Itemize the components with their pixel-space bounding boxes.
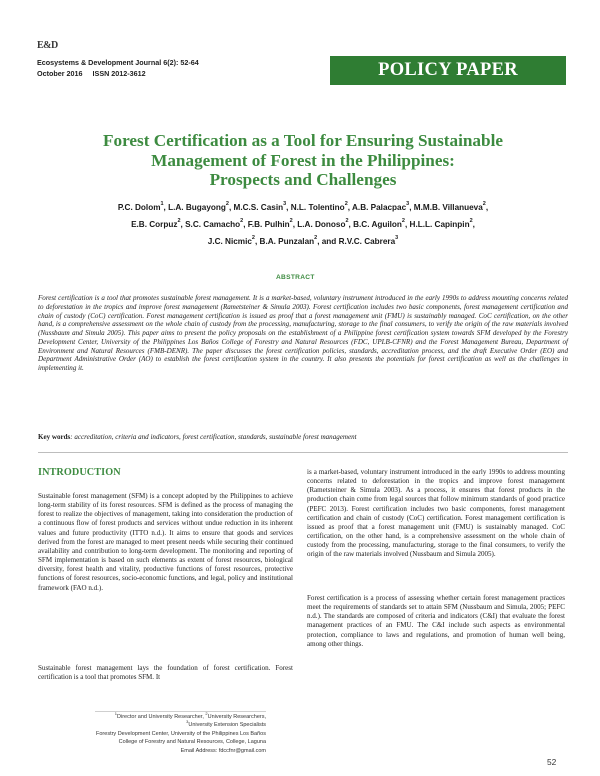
- logo-text: E&D: [37, 40, 58, 51]
- author-affiliation-mark: 2: [345, 218, 349, 224]
- author-name: M.M.B. Villanueva: [413, 203, 483, 212]
- author-name: L.A. Donoso: [297, 220, 346, 229]
- affiliation-line: [60, 713, 266, 721]
- introduction-heading: INTRODUCTION: [38, 467, 121, 478]
- keywords: [38, 433, 568, 442]
- author-name: B.C. Aguilon: [353, 220, 402, 229]
- page-number: 52: [547, 757, 557, 767]
- affiliation-text: College of Forestry and Natural Resources, College, Laguna: [118, 739, 266, 746]
- author-name: J.C. Nicmic: [207, 237, 252, 246]
- author-affiliation-mark: 2: [482, 201, 486, 207]
- author-name: B.A. Punzalan: [259, 237, 315, 246]
- author-affiliation-mark: 2: [177, 218, 181, 224]
- affiliation-mark: 2: [205, 711, 208, 716]
- affiliation-text: Director and University Researcher,: [117, 714, 206, 720]
- keywords-text: : accreditation, criteria and indicators, forest certification, standards, sustainable forest management: [70, 433, 357, 441]
- intro-paragraph: Sustainable forest management (SFM) is a concept adopted by the Philippines to achieve long-term stability of its forest resources. SFM is defined as the process of managing the forest to realize the objectives of management, taking into consideration the production of a continuous flow of forest products and services without undue reduction in its inherent values and future productivity (ITTO n.d.). It aims to ensure that goods and services derived from the forest are managed to meet present needs while securing their continued availability and contribution to long-term development. The monitoring and reporting of SFM implementation is based on such elements as extent of forest resources, biological diversity, forest health and vitality, productive functions of forest resources, protective functions of forest resources, socio-economic functions, and legal, policy and institutional framework (FAO n.d.).: [38, 492, 293, 592]
- author-name: P.C. Dolom: [117, 203, 161, 212]
- journal-issn: October 2016 ISSN 2012-3612: [37, 68, 146, 78]
- author-name: H.L.L. Capinpin: [409, 220, 470, 229]
- title-line: Management of Forest in the Philippines:: [151, 150, 455, 170]
- author-name: F.B. Pulhin: [247, 220, 290, 229]
- author-affiliation-mark: 3: [406, 201, 410, 207]
- author-list: [40, 199, 566, 250]
- paper-title: [40, 131, 566, 190]
- footnote-rule: [95, 711, 266, 712]
- affiliation-text: University Extension Specialists: [188, 722, 266, 729]
- author-name: E.B. Corpuz: [131, 220, 178, 229]
- affiliation-mark: 3: [186, 719, 189, 725]
- affiliation-text: Forestry Development Center, University of the Philippines Los Baños: [96, 730, 266, 737]
- affiliation-line: [60, 738, 266, 746]
- author-affiliation-mark: 2: [289, 218, 293, 224]
- affiliation-line: [60, 747, 266, 755]
- author-affiliation-mark: 2: [240, 218, 244, 224]
- author-affiliations: [60, 713, 266, 755]
- author-name: and R.V.C. Cabrera: [321, 237, 396, 246]
- affiliation-line: [60, 721, 266, 729]
- keywords-label: Key words: [38, 433, 71, 441]
- section-divider: [38, 452, 568, 453]
- author-line: E.B. Corpuz$^2$, S.C. Camacho$^2$, F.B. Pulhin$^2$, L.A. Donoso$^2$, B.C. Aguilon$^2$, H.L.L. Capinpin$^2$,: [131, 218, 475, 229]
- abstract-heading: ABSTRACT: [276, 274, 315, 281]
- title-line: Forest Certification as a Tool for Ensuring Sustainable: [103, 131, 503, 150]
- author-name: S.C. Camacho: [185, 220, 241, 229]
- author-name: N.L. Tolentino: [290, 203, 345, 212]
- policy-paper-badge: POLICY PAPER: [330, 56, 566, 85]
- author-name: L.A. Bugayong: [168, 203, 226, 212]
- author-name: A.B. Palacpac: [352, 203, 407, 212]
- journal-logo: [37, 40, 61, 54]
- author-line: J.C. Nicmic$^2$, B.A. Punzalan$^2$, and R.V.C. Cabrera$^3$: [207, 235, 399, 246]
- affiliation-mark: 1: [114, 711, 118, 716]
- intro-paragraph: Sustainable forest management lays the foundation of forest certification. Forest certification is a tool that promotes SFM. It: [38, 664, 293, 682]
- title-line: Prospects and Challenges: [209, 170, 397, 189]
- author-line: P.C. Dolom$^1$, L.A. Bugayong$^2$, M.C.S. Casin$^3$, N.L. Tolentino$^2$, A.B. Palacpac$^3$, M.M.B. Villanueva$^2$,: [117, 201, 489, 212]
- journal-citation: Ecosystems & Development Journal 6(2): 52-64: [37, 58, 199, 67]
- intro-paragraph: is a market-based, voluntary instrument introduced in the early 1990s to address mounting concerns related to deforestation in the tropics and improve forest management (Rametsteiner & Simula 2003). As a process, it ensures that forest products in the production chain come from legal sources that follow minimum standards of good practice (PEFC 2013). Forest certification includes two basic components, forest management certification and chain of custody (CoC) certification. Forest management certification is issued as proof that a forest management unit (FMU) is sustainably managed. CoC certification, on the other hand, is a comprehensive assessment on the whole chain of custody from the processing, manufacturing, storage to the final consumers, to verify the origin of the raw materials involved (Nussbaum and Simula 2005).: [307, 468, 565, 559]
- intro-paragraph: Forest certification is a process of assessing whether certain forest management practices meet the requirements of standards set to attain SFM (Nussbaum and Simula, 2005; PEFC n.d.). The standards are composed of criteria and indicators (C&I) that evaluate the forest management practices of an FMU. The C&I include such aspects as environmental protection, compliance to laws and regulations, and promotion of human well being, among other things.: [307, 594, 565, 648]
- journal-info: [37, 58, 199, 79]
- author-affiliation-mark: 2: [344, 201, 348, 207]
- author-affiliation-mark: 2: [225, 201, 229, 207]
- author-affiliation-mark: 2: [469, 218, 473, 224]
- author-affiliation-mark: 3: [283, 201, 287, 207]
- author-affiliation-mark: 2: [314, 235, 318, 241]
- affiliation-text: University Researchers,: [207, 714, 266, 720]
- author-affiliation-mark: 3: [395, 235, 399, 241]
- affiliation-line: [60, 730, 266, 738]
- author-name: M.C.S. Casin: [233, 203, 284, 212]
- affiliation-text: Email Address: fdccfnr@gmail.com: [180, 747, 266, 754]
- abstract-text: Forest certification is a tool that promotes sustainable forest management. It is a market-based, voluntary instrument introduced in the early 1990s to address mounting concerns related to deforestation in the tropics and improve forest management (Rametsteiner & Simula 2003). Forest certification includes two basic components, forest management certification and chain of custody (CoC) certification. Forest management certification is issued as proof that a forest management unit (FMU) is sustainably managed. CoC certification, on the other hand, is a comprehensive assessment on the whole chain of custody from the processing, manufacturing, storage to the final consumers, to verify the origin of the raw materials involved (Nussbaum and Simula 2005). This paper aims to present the policy proposals on the establishment of a Philippine forest certification system towards SFM developed by the Forestry Development Center, University of the Philippines Los Baños College of Forestry and Natural Resources (FDC, UPLB-CFNR) and the Forest Management Bureau, Department of Environment and Natural Resources (FMB-DENR). The paper discusses the forest certification policies, standards, accreditation process, and the draft Executive Order (EO) and Department Administrative Order (AO) to establish the forest certification system in the country. It also presents the potentials for forest certification as well as the challenges in implementing it.: [38, 294, 568, 372]
- author-affiliation-mark: 1: [160, 201, 164, 207]
- author-affiliation-mark: 2: [251, 235, 255, 241]
- author-affiliation-mark: 2: [401, 218, 405, 224]
